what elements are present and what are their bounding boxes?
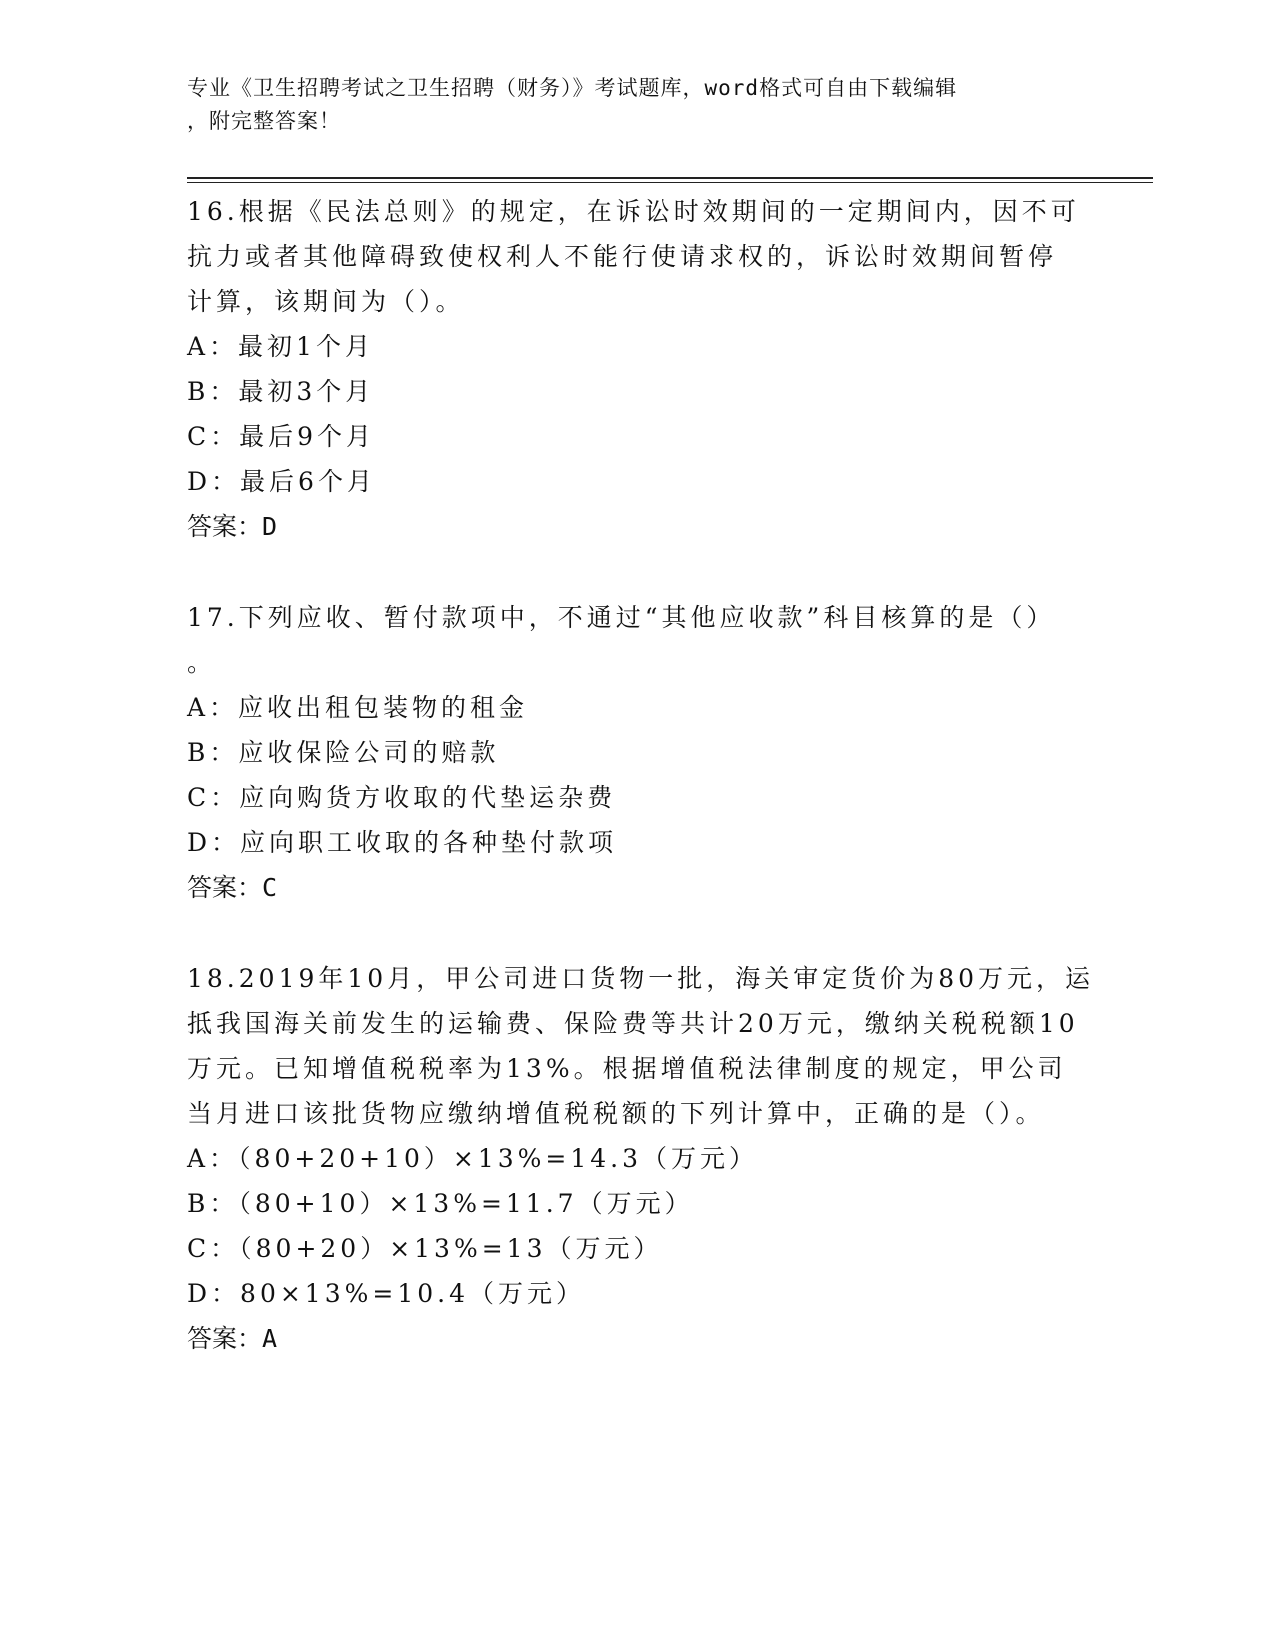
option-b: B：（80+10）×13%=11.7（万元）	[187, 1189, 694, 1218]
question-16	[187, 189, 1087, 549]
question-stem-line: 16.根据《民法总则》的规定，在诉讼时效期间的一定期间内，因不可	[187, 197, 1080, 226]
question-17	[187, 595, 1087, 910]
answer-line: 答案：D	[187, 512, 278, 541]
option-b: B：应收保险公司的赔款	[187, 738, 500, 767]
question-stem-line: 当月进口该批货物应缴纳增值税税额的下列计算中，正确的是（）。	[187, 1099, 1045, 1128]
question-stem-line: 计算，该期间为（）。	[187, 287, 465, 316]
option-a: A：应收出租包装物的租金	[187, 693, 529, 722]
header-line-2: ，附完整答案！	[187, 109, 341, 133]
header-divider-thick	[187, 177, 1153, 179]
question-stem-line: 18.2019年10月，甲公司进口货物一批，海关审定货价为80万元，运	[187, 964, 1095, 993]
option-d: D：应向职工收取的各种垫付款项	[187, 828, 618, 857]
option-c: C：应向购货方收取的代垫运杂费	[187, 783, 617, 812]
answer-line: 答案：C	[187, 873, 278, 902]
option-a: A：（80+20+10）×13%=14.3（万元）	[187, 1144, 759, 1173]
header-divider-thin	[187, 182, 1153, 183]
question-stem-line: 抗力或者其他障碍致使权利人不能行使请求权的，诉讼时效期间暂停	[187, 242, 1058, 271]
page-header	[187, 72, 1087, 138]
spacer	[187, 549, 1087, 595]
option-c: C：（80+20）×13%=13（万元）	[187, 1234, 663, 1263]
question-stem-line: 17.下列应收、暂付款项中，不通过“其他应收款”科目核算的是（）	[187, 603, 1056, 632]
question-stem-line: 。	[187, 648, 217, 677]
answer-line: 答案：A	[187, 1324, 278, 1353]
option-d: D：80×13%=10.4（万元）	[187, 1279, 585, 1308]
question-stem-line: 抵我国海关前发生的运输费、保险费等共计20万元，缴纳关税税额10	[187, 1009, 1079, 1038]
question-list	[187, 189, 1095, 1361]
spacer	[187, 910, 1087, 956]
option-c: C：最后9个月	[187, 422, 376, 451]
header-line-1: 专业《卫生招聘考试之卫生招聘（财务）》考试题库，word格式可自由下载编辑	[187, 76, 958, 100]
option-b: B：最初3个月	[187, 377, 375, 406]
question-18	[187, 956, 1095, 1361]
option-d: D：最后6个月	[187, 467, 376, 496]
question-stem-line: 万元。已知增值税税率为13%。根据增值税法律制度的规定，甲公司	[187, 1054, 1067, 1083]
option-a: A：最初1个月	[187, 332, 374, 361]
